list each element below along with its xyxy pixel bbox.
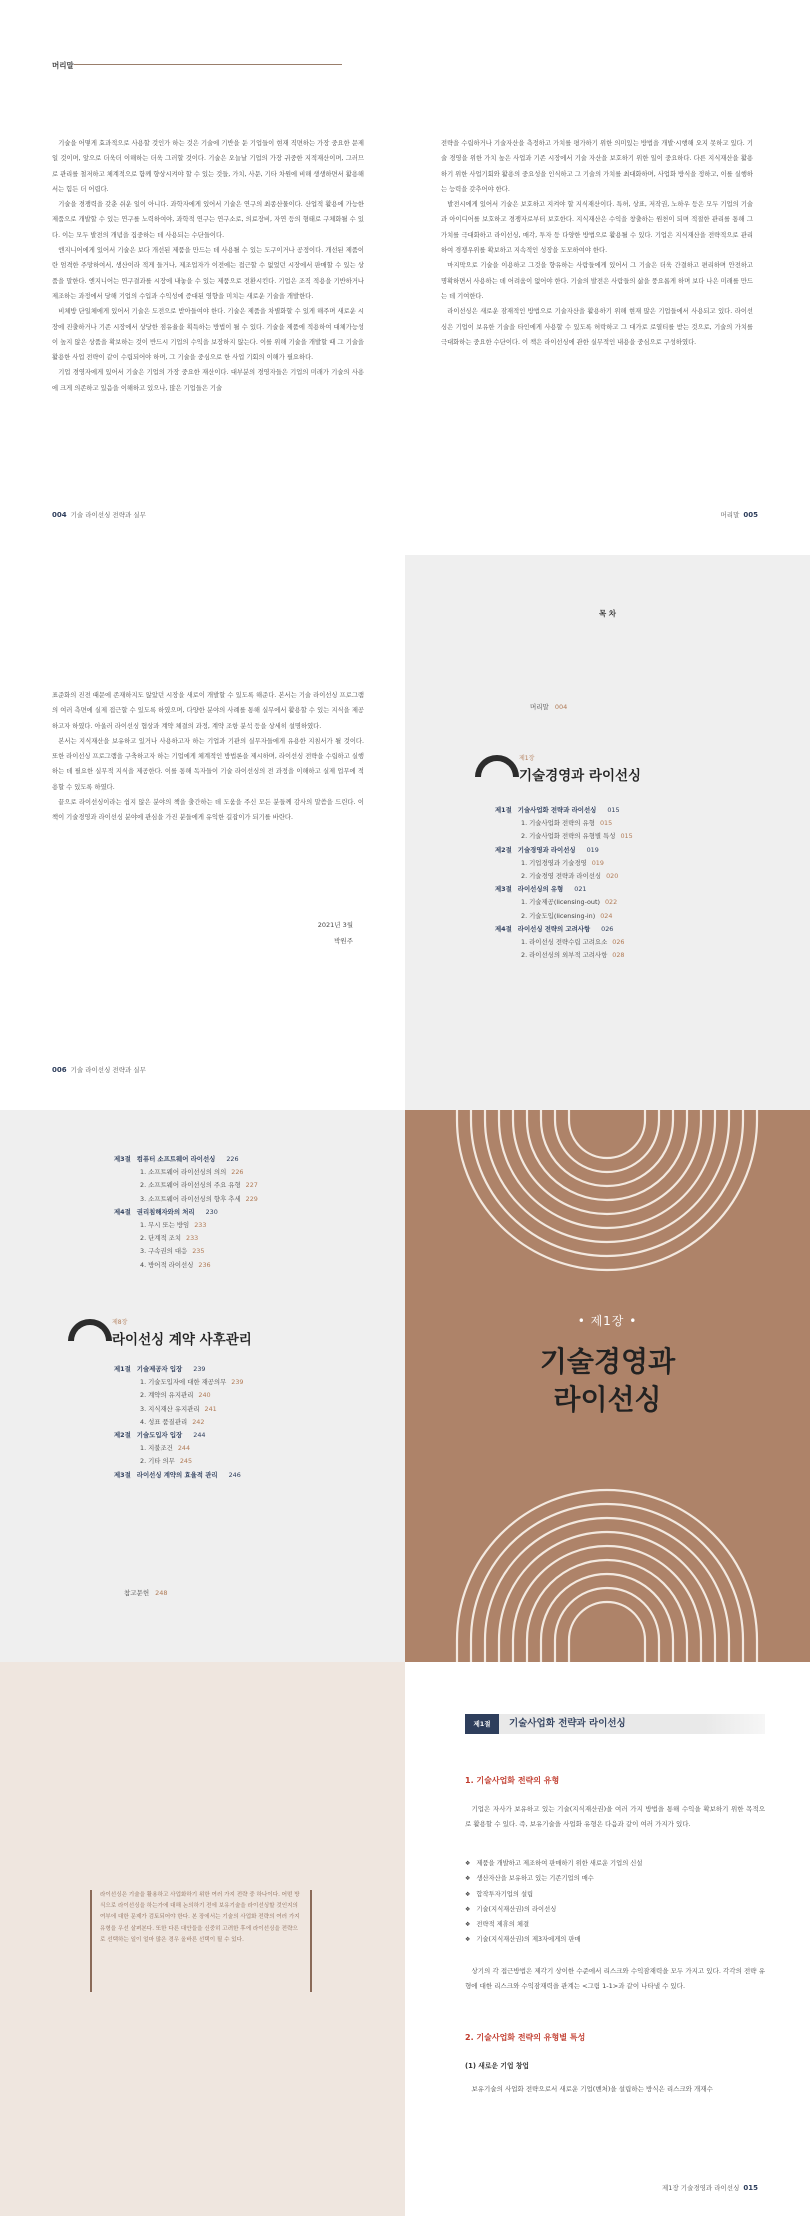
toc-subsection-item[interactable] <box>114 1416 247 1429</box>
page-006 <box>0 555 405 1110</box>
arc-stroke <box>471 1110 743 1256</box>
toc-item-title: 2. 기술사업화 전략의 유형별 특성 <box>521 832 616 841</box>
toc-list-chapter-1 <box>495 804 633 962</box>
toc-page-number: 233 <box>194 1221 207 1230</box>
arc-stroke <box>485 1518 729 1662</box>
toc-section-number: 제2절 <box>495 845 512 854</box>
toc-prologue[interactable] <box>530 702 567 711</box>
paragraph: 기업은 자사가 보유하고 있는 기술(지식재산권)을 여러 가지 방법을 통해 수익을 확보하기 위한 목적으로 활용할 수 있다. 즉, 보유기술을 사업화 유형은 다음과 같이 여러 가지가 있다. <box>465 1805 765 1828</box>
toc-subsection-item[interactable] <box>114 1376 247 1389</box>
toc-page-number: 244 <box>177 1444 191 1453</box>
toc-page-number: 230 <box>205 1207 218 1216</box>
toc-page-number: 024 <box>600 911 613 920</box>
toc-references-label: 참고문헌 <box>124 1589 150 1597</box>
arc-stroke <box>527 1560 687 1662</box>
arc-stroke <box>485 1110 729 1242</box>
toc-page-number: 022 <box>604 898 618 907</box>
paragraph: 기업 경영자에게 있어서 기술은 기업의 가장 중요한 재산이다. 대부분의 경영자들은 기업의 미래가 기술의 사용에 크게 의존하고 있음을 이해하고 있으나, 많은 기업들은 기술 <box>52 369 364 392</box>
toc-section-number: 제4절 <box>495 924 512 933</box>
chapter-title: 기술경영과 라이선싱 <box>519 768 642 784</box>
toc-subsection-item[interactable] <box>114 1455 247 1468</box>
toc-title: 목 차 <box>598 609 617 618</box>
toc-page-number: 241 <box>204 1404 217 1413</box>
preface-text-right <box>441 136 753 350</box>
toc-page-number: 019 <box>586 845 599 854</box>
toc-subsection-item[interactable] <box>495 830 633 843</box>
toc-item-title: 3. 지식재산 유지관리 <box>140 1404 200 1413</box>
toc-page-number: 233 <box>186 1234 199 1243</box>
toc-prologue-label: 머리말 <box>530 703 549 711</box>
toc-item-title: 2. 라이선싱의 외부적 고려사항 <box>521 951 608 960</box>
list-item: ❖ 기술(지식재산권)의 라이선싱 <box>465 1902 765 1917</box>
arc-stroke <box>457 1110 757 1270</box>
toc-page-number: 226 <box>226 1155 239 1163</box>
toc-section-item[interactable] <box>495 804 633 817</box>
toc-item-title: 1. 지불조건 <box>140 1444 173 1453</box>
section-title: 제1장 기술경영과 라이선싱 <box>662 2184 740 2192</box>
folio-left <box>52 510 146 519</box>
toc-item-title: 기술사업화 전략과 라이선싱 <box>517 806 597 814</box>
toc-section-item[interactable] <box>495 844 633 857</box>
toc-page-number: 015 <box>620 832 633 841</box>
page-005 <box>405 0 810 555</box>
toc-page-number: 239 <box>231 1378 244 1387</box>
arc-stroke <box>541 1110 673 1186</box>
toc-page-number: 235 <box>192 1247 205 1256</box>
book-title: 기술 라이선싱 전략과 실무 <box>70 1066 146 1074</box>
paragraph: 끝으로 라이선싱이라는 쉽지 않은 분야의 책을 출간하는 데 도움을 주신 모든 분들께 감사의 말씀을 드린다. 이 책이 기술경영과 라이선싱 분야에 관심을 가진 분들에게 유익한 길잡이가 되기를 바란다. <box>52 799 364 822</box>
toc-item-title: 2. 계약의 유지관리 <box>140 1391 194 1400</box>
page-number: 005 <box>743 511 758 519</box>
toc-item-title: 1. 기술사업화 전략의 유형 <box>521 819 595 828</box>
folio-left <box>52 1065 146 1074</box>
toc-item-title: 라이선싱의 유형 <box>517 885 564 894</box>
paragraph: 비체방 단일체에게 있어서 기술은 도전으로 받아들여야 한다. 기술은 제품을 차별화할 수 있게 해주며 새로운 시장에 진출하거나 기존 시장에서 상당한 점유율을 획득하는 방법이 될 수 있다. 기술을 제품에 적용하여 대체가능성이 높지 않은 상품을 확보하는 것이 반드시 기업의 수익을 보장하지 않는다. 이를 위해 기술을 개발할 때 그 기술을 활용한 사업 전략이 같이 수립되어야 하며, 그 기술을 중심으로 한 사업 기회의 이해가 필요하다. <box>52 308 364 362</box>
chapter-number: 제1장 <box>519 755 535 762</box>
toc-page-number: 028 <box>612 951 625 960</box>
chapter-cover-title <box>405 1343 810 1419</box>
arc-stroke <box>569 1110 645 1158</box>
heading-2: 2. 기술사업화 전략의 유형별 특성 <box>465 2033 586 2042</box>
toc-item-title: 3. 구속권의 대응 <box>140 1247 188 1256</box>
toc-section-number: 제1절 <box>114 1365 131 1373</box>
toc-section-item[interactable] <box>114 1153 258 1166</box>
toc-subsection-item[interactable] <box>495 949 633 962</box>
toc-subsection-item[interactable] <box>495 936 633 949</box>
chapter-1-cover <box>405 1110 810 1662</box>
toc-page-number: 236 <box>198 1260 211 1269</box>
toc-section-number: 제3절 <box>114 1155 131 1163</box>
toc-references[interactable] <box>124 1588 168 1597</box>
toc-subsection-item[interactable] <box>495 857 633 870</box>
arc-stroke <box>471 1504 743 1662</box>
toc-item-title: 1. 라이선싱 전략수립 고려요소 <box>521 938 608 947</box>
section-tag: 제1절 <box>465 1714 499 1734</box>
toc-item-title: 2. 기술도입(licensing-in) <box>521 911 596 920</box>
toc-item-title: 3. 소프트웨어 라이선싱의 향후 추세 <box>140 1194 241 1203</box>
page-number: 006 <box>52 1066 67 1074</box>
list-item: ❖ 전략적 제휴의 체결 <box>465 1917 765 1932</box>
paragraph: 라이선싱은 새로운 잠재적인 방법으로 기술자산을 활용하기 위해 현재 많은 기업들에서 사용되고 있다. 라이선싱은 기업이 보유한 기술을 타인에게 사용할 수 있도록 허락하고 그 대가로 로열티를 받는 것으로, 기술의 가치를 극대화하는 중요한 수단이다. 이 책은 라이선싱에 관한 실무적인 내용을 중심으로 구성하였다. <box>441 308 753 346</box>
toc-section-item[interactable] <box>495 883 633 896</box>
toc-page-number: 227 <box>245 1181 258 1190</box>
toc-section-number: 제1절 <box>495 806 512 814</box>
sign-author: 박원주 <box>334 937 353 945</box>
toc-item-title: 라이선싱 계약의 효율적 관리 <box>136 1470 218 1479</box>
toc-item-title: 1. 기업경영과 기술경영 <box>521 858 587 867</box>
toc-subsection-item[interactable] <box>495 870 633 883</box>
toc-subsection-item[interactable] <box>114 1403 247 1416</box>
toc-page-2 <box>0 1110 405 1662</box>
cover-title-line: 라이선싱 <box>553 1383 662 1416</box>
toc-section-number: 제3절 <box>495 885 512 894</box>
toc-subsection-item[interactable] <box>495 896 633 909</box>
toc-page-number: 021 <box>574 885 587 894</box>
book-title: 기술 라이선싱 전략과 실무 <box>70 511 146 519</box>
toc-section-item[interactable] <box>114 1469 247 1482</box>
heading-3: (1) 새로운 기업 창업 <box>465 2062 530 2070</box>
toc-item-title: 컴퓨터 소프트웨어 라이선싱 <box>136 1155 216 1163</box>
toc-subsection-item[interactable] <box>114 1179 258 1192</box>
list-item: ❖ 생산자산을 보유하고 있는 기존기업의 매수 <box>465 1871 765 1886</box>
toc-section-item[interactable] <box>114 1363 247 1376</box>
chapter-title: 라이선싱 계약 사후관리 <box>112 1332 252 1348</box>
paragraph: 엔지니어에게 있어서 기술은 보다 개선된 제품을 만드는 데 사용될 수 있는 도구이거나 공정이다. 개선된 제품이란 엄격한 주망하여서, 생산이라 적게 들거나, 제조업자가 이전에는 접근할 수 없었던 시장에서 판매할 수 있는 상품을 말한다. 엔지니어는 연구결과를 시장에 내놓을 수 있는 제품으로 전환시킨다. 기업은 조직 적용을 기반하거나 제조하는 과정에서 당해 기업의 수입과 수익성에 증대된 영향을 미치는 새로운 기술을 개발한다. <box>52 247 364 300</box>
list-item: ❖ 제품을 개발하고 제조하여 판매하기 위한 새로운 기업의 신설 <box>465 1856 765 1871</box>
section-title: 기술사업화 전략과 라이선싱 <box>509 1718 626 1729</box>
toc-section-number: 제2절 <box>114 1431 131 1440</box>
paragraph: 전략을 수립하거나 기술자산을 측정하고 가치를 평가하기 위한 의미있는 방법을 개발·시행해 오지 못하고 있다. 기술 경영을 위한 가치 높은 사업과 기존 시장에서 기술 자산을 보호하기 위한 일이 중요하다. 다른 지식재산을 활용하기 위한 사업기회와 활용의 중요성을 인식하고 그 기술의 가치를 최대화하며, 사업화 방식을 정하고, 이를 실행하는 능력을 갖추어야 한다. <box>441 140 753 193</box>
spread-chapter-1-start <box>0 1662 810 2216</box>
toc-section-item[interactable] <box>114 1206 258 1219</box>
bullet-list <box>465 1856 765 1948</box>
toc-item-title: 4. 방어적 라이선싱 <box>140 1260 194 1269</box>
list-item: ❖ 기술(지식재산권)의 제3자에게의 판매 <box>465 1932 765 1947</box>
toc-page-number: 240 <box>198 1391 211 1400</box>
toc-item-title: 1. 무시 또는 방임 <box>140 1221 190 1230</box>
paragraph: 보유기술의 사업화 전략으로서 새로운 기업(벤처)을 설립하는 방식은 리스크와 개재수 <box>471 2085 713 2093</box>
toc-page-number: 015 <box>607 806 620 814</box>
toc-section-number: 제3절 <box>114 1470 131 1479</box>
chapter-number: 제8장 <box>112 1319 128 1326</box>
paragraph: 기술을 경쟁력을 갖춘 쉬운 일이 아니다. 과학자에게 있어서 기술은 연구의 최종산물이다. 산업적 활용에 가능한 제품으로 개발할 수 있는 연구를 노력하여야, 과학적 연구는 연구소로, 의료장비, 자연 등의 형태로 구체화될 수 있다. 이는 모두 발전의 개념을 집중하는 데 사용되는 수단들이다. <box>52 201 364 239</box>
chapter-label: • 제1장 • <box>577 1314 638 1328</box>
toc-subsection-item[interactable] <box>114 1442 247 1455</box>
toc-page-number: 246 <box>228 1470 241 1479</box>
spread-toc-cover <box>0 1110 810 1662</box>
toc-item-title: 1. 기술제공(licensing-out) <box>521 898 600 907</box>
heading-1: 1. 기술사업화 전략의 유형 <box>465 1776 560 1785</box>
paragraph: 기술을 어떻게 효과적으로 사용할 것인가 하는 것은 기술에 기반을 둔 기업들이 현재 직면하는 가장 중요한 문제일 것이며, 앞으로 더욱더 이해하는 더욱 그러할 것이다. 기술은 오늘날 기업의 가장 귀중한 지적재산이며, 그러므로 관리를 철저하고 체계적으로 함께 향상시켜야 할 수 있는 것들, 가치, 사문, 기타 차원에 비해 생생하면서 활용해서는 힘든 더 어렵다. <box>52 140 364 193</box>
toc-page-number: 019 <box>591 858 604 867</box>
toc-section-item[interactable] <box>495 923 633 936</box>
arc-stroke <box>499 1532 715 1662</box>
paragraph: 발전시에게 있어서 기술은 보호하고 지켜야 할 지식재산이다. 특허, 상표, 저작권, 노하우 등은 모두 기업의 기술과 아이디어를 보호하고 경쟁자로부터 보호한다. 지식재산은 수익을 창출하는 원천이 되며 적절한 관리를 통해 그 가치를 극대화하고 라이선싱, 매각, 투자 등 다양한 방법으로 활용될 수 있다. 기업은 지식재산을 전략적으로 관리하여 경쟁우위를 확보하고 지속적인 성장을 도모하여야 한다. <box>441 201 753 255</box>
paragraph: 본서는 지식재산을 보유하고 있거나 사용하고자 하는 기업과 기관의 실무자들에게 유용한 지침서가 될 것이다. 또한 라이선싱 프로그램을 구축하고자 하는 기업에게 체계적인 방법론을 제시하며, 라이선싱 전략을 수립하고 실행하는 데 필요한 실무적 지식을 제공한다. 이를 통해 독자들이 기술 라이선싱의 전 과정을 이해하고 실제 업무에 적용할 수 있도록 하였다. <box>52 737 364 791</box>
toc-page-number: 226 <box>231 1168 244 1177</box>
paragraph: 표준화의 진전 때문에 존재하지도 않았던 시장을 새로이 개발할 수 있도록 해준다. 본서는 기술 라이선싱 프로그램의 여러 측면에 실제 접근할 수 있도록 하였으며, 다양한 분야의 사례를 통해 실무에서 활용할 수 있는 지식을 제공하고자 하였다. 아울러 라이선싱 협상과 계약 체결의 과정, 계약 조항 분석 등을 상세히 설명하였다. <box>52 692 364 730</box>
toc-page-number: 020 <box>606 872 619 881</box>
toc-item-title: 4. 성표 품질관리 <box>140 1417 188 1426</box>
paragraph: 마지막으로 기술을 이용하고 그것을 향유하는 사람들에게 있어서 그 기술은 더욱 간결하고 편리하며 안전하고 명확하면서 사용하는 데 어려움이 없어야 한다. 기술의 발전은 사람들의 삶을 풍요롭게 하며 보다 나은 미래를 만드는 데 기여한다. <box>441 262 753 300</box>
preface-text-end <box>52 688 364 826</box>
page-015 <box>405 1662 810 2216</box>
paragraph: 상기의 각 접근방법은 제각기 상이한 수준에서 리스크와 수익잠재력을 모두 가지고 있다. 각각의 전략 유형에 대한 리스크와 수익잠재력을 관계는 <그림 1-1>과 같이 나타낼 수 있다. <box>465 1967 765 1990</box>
toc-page-number: 248 <box>155 1589 168 1597</box>
arc-stroke <box>555 1110 659 1172</box>
chapter-arc-icon <box>68 1319 112 1349</box>
toc-subsection-item[interactable] <box>114 1193 258 1206</box>
toc-subsection-item[interactable] <box>114 1232 258 1245</box>
toc-subsection-item[interactable] <box>114 1166 258 1179</box>
arc-stroke <box>555 1588 659 1662</box>
signature-block <box>318 917 353 949</box>
toc-list-chapter-8 <box>114 1363 247 1482</box>
toc-item-title: 기술제공자 입장 <box>136 1365 183 1373</box>
folio-right <box>662 2183 758 2192</box>
toc-page-number: 004 <box>554 703 568 711</box>
toc-page-number: 242 <box>192 1417 205 1426</box>
list-item: ❖ 합작투자기업의 설립 <box>465 1887 765 1902</box>
toc-item-title: 기술도입자 입장 <box>136 1431 183 1440</box>
toc-page-number: 026 <box>601 924 614 933</box>
toc-item-title: 1. 기술도입자에 대한 재공의무 <box>140 1378 227 1387</box>
toc-item-title: 2. 소프트웨어 라이선싱의 주요 유형 <box>140 1181 241 1190</box>
toc-page-number: 244 <box>193 1431 206 1440</box>
toc-subsection-item[interactable] <box>114 1389 247 1402</box>
running-header: 머리말 <box>52 61 74 70</box>
toc-item-title: 2. 기타 의무 <box>140 1457 175 1466</box>
toc-subsection-item[interactable] <box>114 1219 258 1232</box>
arc-stroke <box>499 1110 715 1228</box>
toc-section-item[interactable] <box>114 1429 247 1442</box>
chapter-intro-box <box>90 1890 312 1992</box>
page-number: 015 <box>743 2184 758 2192</box>
cover-title-line: 기술경영과 <box>539 1345 676 1378</box>
toc-item-title: 2. 단계적 조치 <box>140 1234 182 1243</box>
folio-right <box>721 510 758 519</box>
intro-text: 라이선싱은 기술을 활용하고 사업화하기 위한 여러 가지 전략 중 하나이다. 어떤 방식으로 라이선싱을 하는가에 대해 논의하기 전에 보유기술을 라이선싱할 것인지의 여부에 대한 문제가 검토되어야 한다. 본 장에서는 기술의 사업화 전략의 여러 가지 유형을 우선 살펴본다. 또한 다른 대안들을 신중히 고려한 후에 라이선싱을 전략으로 선택하는 일이 얼마 많은 경우 올바른 선택이 될 수 있다. <box>100 1892 300 1943</box>
toc-subsection-item[interactable] <box>114 1245 258 1258</box>
chapter-arc-icon <box>475 755 519 785</box>
toc-page-number: 026 <box>612 938 625 947</box>
toc-subsection-item[interactable] <box>495 817 633 830</box>
toc-page-number: 239 <box>193 1365 206 1373</box>
toc-item-title: 권리침해자와의 처리 <box>136 1207 195 1216</box>
toc-section-number: 제4절 <box>114 1207 131 1216</box>
toc-page-1 <box>405 555 810 1110</box>
toc-item-title: 라이선싱 전략의 고려사항 <box>517 924 591 933</box>
chapter-intro-page <box>0 1662 405 2216</box>
page-number: 004 <box>52 511 67 519</box>
toc-item-title: 2. 기술경영 전략과 라이선싱 <box>521 872 602 881</box>
spread-preface-toc <box>0 555 810 1110</box>
arc-stroke <box>569 1602 645 1662</box>
toc-subsection-item[interactable] <box>114 1259 258 1272</box>
sign-date: 2021년 3월 <box>317 921 353 929</box>
toc-item-title: 기술경영과 라이선싱 <box>517 845 576 854</box>
spread-preface <box>0 0 810 555</box>
toc-page-number: 015 <box>599 819 613 828</box>
section-title: 머리말 <box>720 511 740 519</box>
preface-text-left <box>52 136 364 396</box>
toc-list-chapter-7-end <box>114 1153 258 1272</box>
toc-item-title: 1. 소프트웨어 라이선싱의 의의 <box>140 1168 227 1177</box>
toc-page-number: 245 <box>179 1457 193 1466</box>
toc-subsection-item[interactable] <box>495 910 633 923</box>
header-rule <box>74 64 342 65</box>
page-004 <box>0 0 405 555</box>
toc-page-number: 229 <box>245 1194 258 1203</box>
